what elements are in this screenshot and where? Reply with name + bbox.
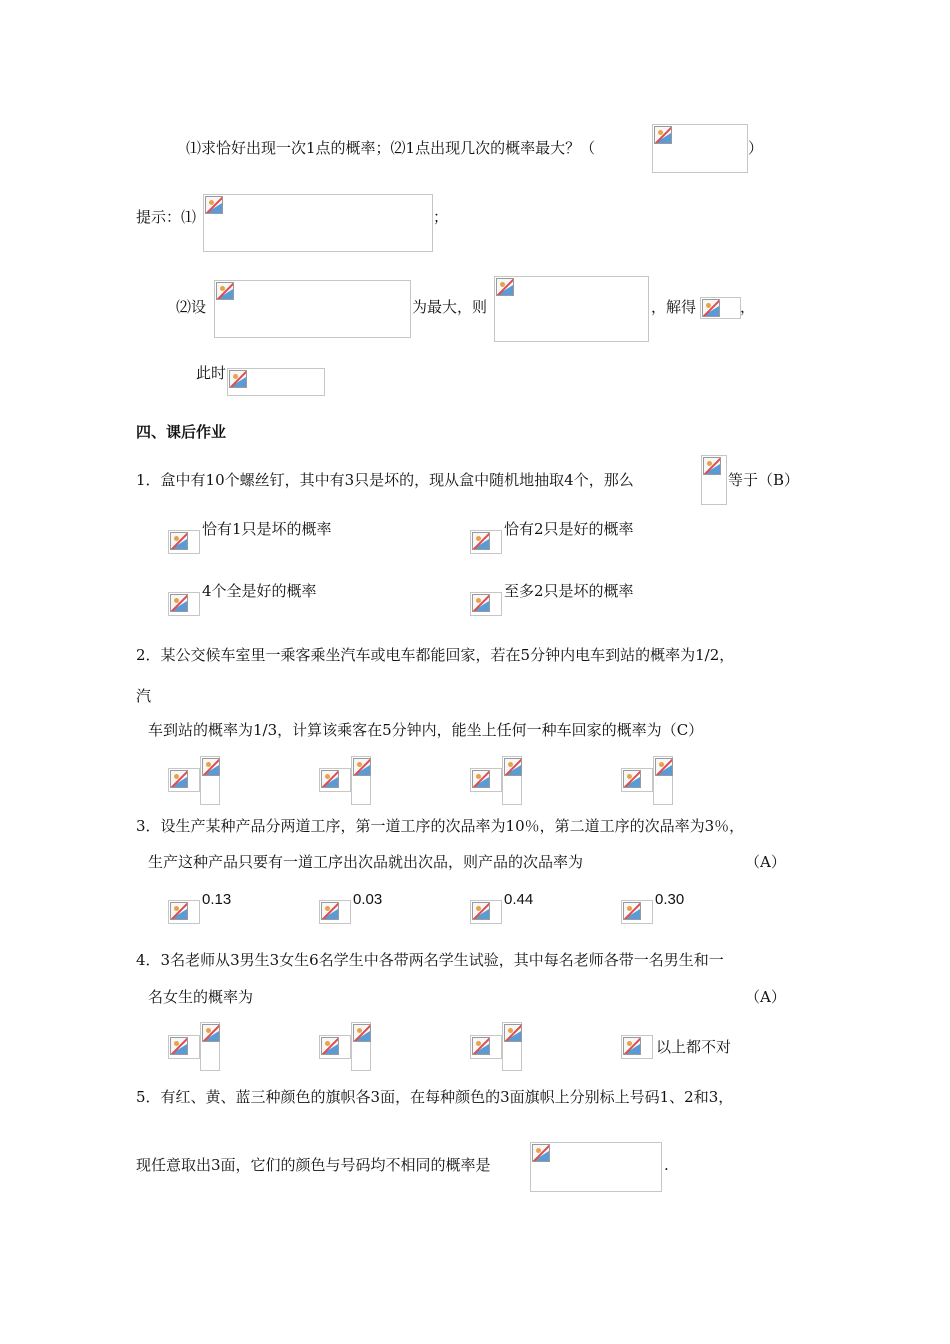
section-title: 四、课后作业 bbox=[136, 423, 227, 441]
broken-image-icon bbox=[472, 1037, 490, 1055]
problem1-stem-end: 等于（B） bbox=[728, 471, 800, 489]
formula-image bbox=[502, 756, 522, 805]
problem1-option-a: 恰有1只是坏的概率 bbox=[202, 520, 332, 538]
formula-image bbox=[351, 1022, 371, 1071]
broken-image-icon bbox=[321, 902, 339, 920]
hint2-prefix: ⑵设 bbox=[176, 298, 207, 316]
option-label-image bbox=[470, 768, 502, 792]
broken-image-icon bbox=[353, 1024, 371, 1042]
broken-image-icon bbox=[532, 1144, 550, 1162]
option-label-image bbox=[470, 900, 502, 924]
broken-image-icon bbox=[472, 594, 490, 612]
question-intro-text: ⑴求恰好出现一次1点的概率；⑵1点出现几次的概率最大？（ bbox=[186, 139, 596, 157]
problem5-period: . bbox=[664, 1156, 669, 1174]
option-label-image bbox=[168, 1035, 200, 1059]
problem3-option-c: 0.44 bbox=[504, 891, 534, 908]
formula-image bbox=[227, 368, 325, 396]
formula-image bbox=[653, 756, 673, 805]
problem5-line1: 5．有红、黄、蓝三种颜色的旗帜各3面，在每种颜色的3面旗帜上分别标上号码1、2和3， bbox=[136, 1088, 734, 1106]
problem1-stem: 1．盒中有10个螺丝钉，其中有3只是坏的，现从盒中随机地抽取4个，那么 bbox=[136, 471, 634, 489]
formula-image bbox=[701, 455, 727, 505]
option-label-image bbox=[470, 592, 502, 616]
hint2-comma: ， bbox=[740, 298, 756, 316]
broken-image-icon bbox=[205, 196, 223, 214]
option-label-image bbox=[168, 768, 200, 792]
broken-image-icon bbox=[703, 457, 721, 475]
broken-image-icon bbox=[504, 1024, 522, 1042]
broken-image-icon bbox=[202, 1024, 220, 1042]
problem4-option-d: 以上都不对 bbox=[656, 1038, 732, 1056]
formula-image bbox=[200, 1022, 220, 1071]
problem3-answer: （A） bbox=[745, 853, 786, 871]
broken-image-icon bbox=[170, 594, 188, 612]
broken-image-icon bbox=[170, 770, 188, 788]
problem3-line2: 生产这种产品只要有一道工序出次品就出次品，则产品的次品率为 bbox=[148, 853, 584, 871]
problem3-option-d: 0.30 bbox=[655, 891, 685, 908]
option-label-image bbox=[319, 1035, 351, 1059]
hint2-middle: 为最大，则 bbox=[412, 298, 488, 316]
option-label-image bbox=[319, 768, 351, 792]
problem2-line2: 汽 bbox=[136, 687, 152, 705]
broken-image-icon bbox=[496, 278, 514, 296]
option-label-image bbox=[319, 900, 351, 924]
formula-image bbox=[200, 756, 220, 805]
broken-image-icon bbox=[472, 532, 490, 550]
problem2-line3: 车到站的概率为1/3，计算该乘客在5分钟内，能坐上任何一种车回家的概率为（C） bbox=[148, 721, 704, 739]
broken-image-icon bbox=[321, 770, 339, 788]
broken-image-icon bbox=[170, 532, 188, 550]
broken-image-icon bbox=[229, 370, 247, 388]
hint2-solve: ，解得 bbox=[651, 298, 697, 316]
formula-image bbox=[214, 280, 411, 338]
broken-image-icon bbox=[202, 758, 220, 776]
option-label-image bbox=[470, 530, 502, 554]
problem1-option-c: 4个全是好的概率 bbox=[202, 582, 317, 600]
hint-semicolon: ； bbox=[433, 208, 449, 226]
hint3-text: 此时 bbox=[196, 364, 227, 382]
problem5-line2: 现任意取出3面，它们的颜色与号码均不相同的概率是 bbox=[136, 1156, 491, 1174]
formula-image bbox=[494, 276, 649, 342]
broken-image-icon bbox=[623, 902, 641, 920]
formula-image bbox=[203, 194, 433, 252]
broken-image-icon bbox=[623, 770, 641, 788]
broken-image-icon bbox=[504, 758, 522, 776]
option-label-image bbox=[470, 1035, 502, 1059]
broken-image-icon bbox=[216, 282, 234, 300]
broken-image-icon bbox=[702, 299, 720, 317]
broken-image-icon bbox=[654, 126, 672, 144]
problem1-option-b: 恰有2只是好的概率 bbox=[504, 520, 634, 538]
option-label-image bbox=[621, 768, 653, 792]
broken-image-icon bbox=[170, 902, 188, 920]
broken-image-icon bbox=[353, 758, 371, 776]
broken-image-icon bbox=[472, 902, 490, 920]
problem1-option-d: 至多2只是坏的概率 bbox=[504, 582, 634, 600]
problem4-answer: （A） bbox=[745, 988, 786, 1006]
option-label-image bbox=[168, 530, 200, 554]
option-label-image bbox=[168, 900, 200, 924]
broken-image-icon bbox=[170, 1037, 188, 1055]
broken-image-icon bbox=[321, 1037, 339, 1055]
option-label-image bbox=[621, 900, 653, 924]
formula-image bbox=[700, 297, 741, 319]
broken-image-icon bbox=[623, 1037, 641, 1055]
problem3-option-b: 0.03 bbox=[353, 891, 383, 908]
broken-image-icon bbox=[655, 758, 673, 776]
broken-image-icon bbox=[472, 770, 490, 788]
problem4-line2: 名女生的概率为 bbox=[148, 988, 254, 1006]
problem3-line1: 3．设生产某种产品分两道工序，第一道工序的次品率为10％，第二道工序的次品率为3％， bbox=[136, 817, 745, 835]
formula-image bbox=[652, 124, 748, 173]
option-label-image bbox=[168, 592, 200, 616]
problem4-line1: 4．3名老师从3男生3女生6名学生中各带两名学生试验，其中每名老师各带一名男生和一 bbox=[136, 951, 724, 969]
formula-image bbox=[530, 1142, 662, 1192]
formula-image bbox=[351, 756, 371, 805]
problem2-line1: 2．某公交候车室里一乘客乘坐汽车或电车都能回家，若在5分钟内电车到站的概率为1/2， bbox=[136, 646, 735, 664]
option-label-image bbox=[621, 1035, 653, 1059]
problem3-option-a: 0.13 bbox=[202, 891, 232, 908]
formula-image bbox=[502, 1022, 522, 1071]
question-intro-close: ） bbox=[748, 139, 764, 157]
hint-label: 提示：⑴ bbox=[136, 208, 197, 226]
